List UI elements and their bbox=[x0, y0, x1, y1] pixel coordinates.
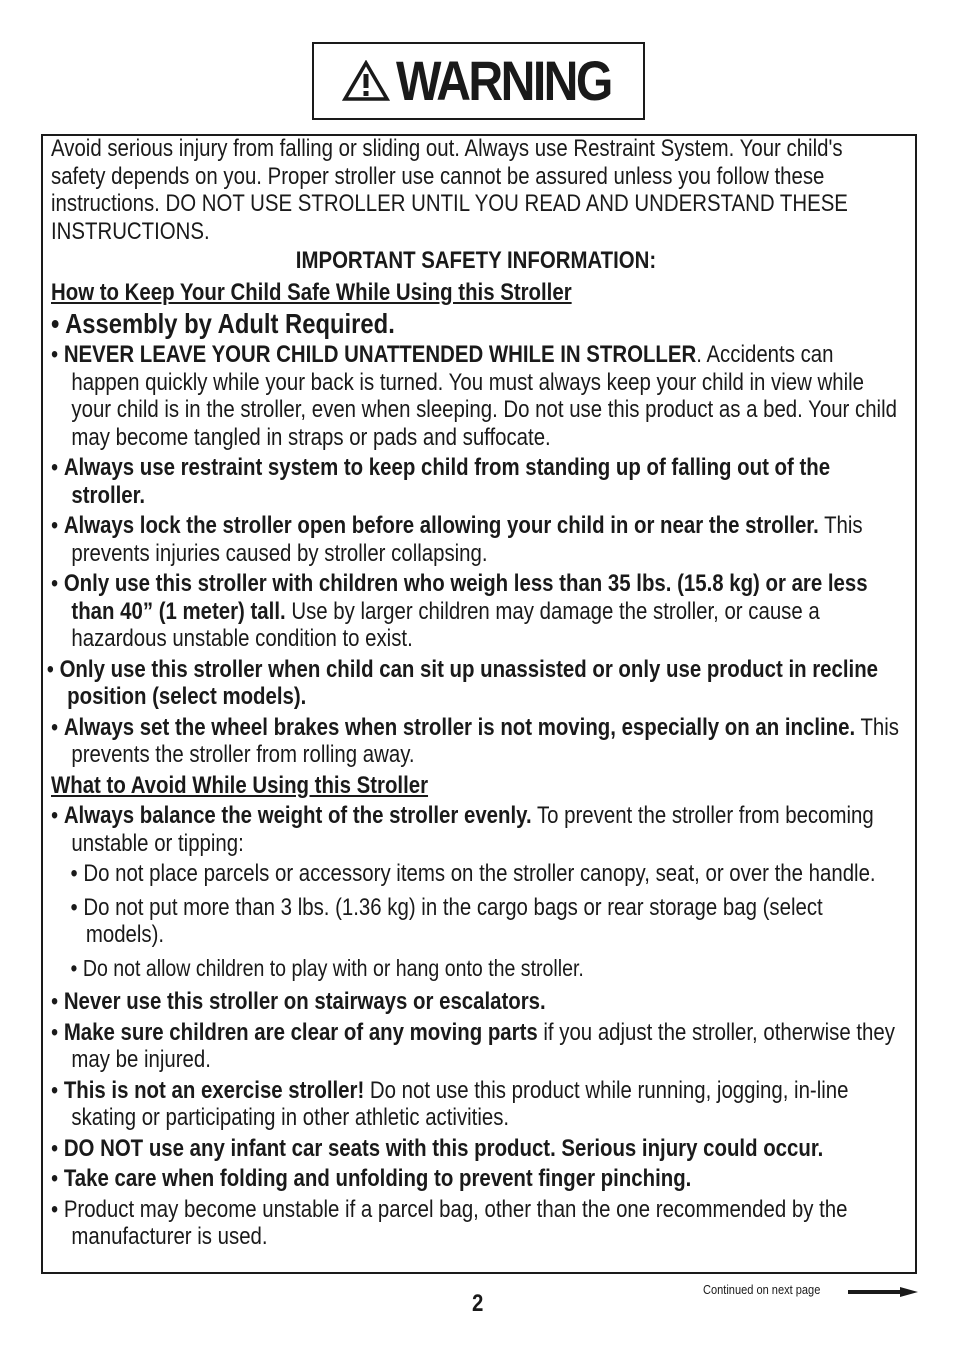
list-item: • Always lock the stroller open before allowing your child in or near the stroller. This prevents injuries caused by stroller collapsing. bbox=[51, 512, 863, 567]
warning-title: WARNING bbox=[395, 49, 611, 112]
assembly-text: Assembly by Adult Required. bbox=[65, 308, 395, 339]
warning-triangle-icon bbox=[342, 60, 390, 102]
list-item: • Always set the wheel brakes when stroller is not moving, especially on an incline. This prevents the stroller from rolling away. bbox=[51, 713, 899, 768]
intro-text: Avoid serious injury from falling or sliding out. Always use Restraint System. Your child's safety depends on you. Proper stroller use cannot be assured unless you follow these instructions. DO NOT USE STROLLER UNTIL YOU READ AND UNDERSTAND THESE INSTRUCTIONS. bbox=[51, 135, 848, 245]
list-item: • This is not an exercise stroller! Do not use this product while running, jogging, in-line skating or participating in other athletic activities. bbox=[51, 1076, 849, 1131]
continued-note: Continued on next page bbox=[703, 1282, 821, 1297]
list-item: • Take care when folding and unfolding to prevent finger pinching. bbox=[51, 1165, 692, 1192]
list-item: • Never use this stroller on stairways or escalators. bbox=[51, 988, 546, 1015]
arrow-right-icon bbox=[848, 1285, 920, 1299]
section-heading-safe: How to Keep Your Child Safe While Using this Stroller bbox=[51, 278, 572, 306]
warning-header bbox=[312, 42, 645, 120]
page-number: 2 bbox=[472, 1290, 484, 1317]
list-item: • DO NOT use any infant car seats with this product. Serious injury could occur. bbox=[51, 1134, 824, 1162]
important-heading: IMPORTANT SAFETY INFORMATION: bbox=[295, 247, 657, 274]
sub-list-item: • Do not put more than 3 lbs. (1.36 kg) in the cargo bags or rear storage bag (select models). bbox=[70, 893, 823, 948]
list-item: • Only use this stroller when child can sit up unassisted or only use product in recline position (select models). bbox=[46, 655, 879, 710]
sub-list-item: • Do not allow children to play with or hang onto the stroller. bbox=[70, 954, 584, 981]
list-item: • Only use this stroller with children who weigh less than 35 lbs. (15.8 kg) or are less than 40” (1 meter) tall. Use by larger children may damage the stroller, or cause a hazardous unstable condition to exist. bbox=[51, 570, 868, 652]
sub-list-item: • Do not place parcels or accessory items on the stroller canopy, seat, or over the handle. bbox=[70, 860, 876, 887]
list-item: • Product may become unstable if a parcel bag, other than the one recommended by the manufacturer is used. bbox=[51, 1195, 848, 1250]
assembly-item: • Assembly by Adult Required. bbox=[51, 308, 395, 339]
list-item: • Always use restraint system to keep child from standing up of falling out of the stroller. bbox=[51, 454, 831, 509]
list-item: • Make sure children are clear of any moving parts if you adjust the stroller, otherwise they may be injured. bbox=[51, 1018, 895, 1073]
warning-content bbox=[46, 135, 901, 1254]
section-heading-avoid: What to Avoid While Using this Stroller bbox=[51, 771, 429, 799]
list-item: • Always balance the weight of the stroller evenly. To prevent the stroller from becoming unstable or tipping: bbox=[51, 802, 874, 857]
list-item: • NEVER LEAVE YOUR CHILD UNATTENDED WHILE IN STROLLER. Accidents can happen quickly while your back is turned. You must always keep your child in view while your child is in the stroller, even when sleeping. Do not use this product as a bed. Your child may become tangled in straps or pads and suffocate. bbox=[51, 341, 897, 451]
